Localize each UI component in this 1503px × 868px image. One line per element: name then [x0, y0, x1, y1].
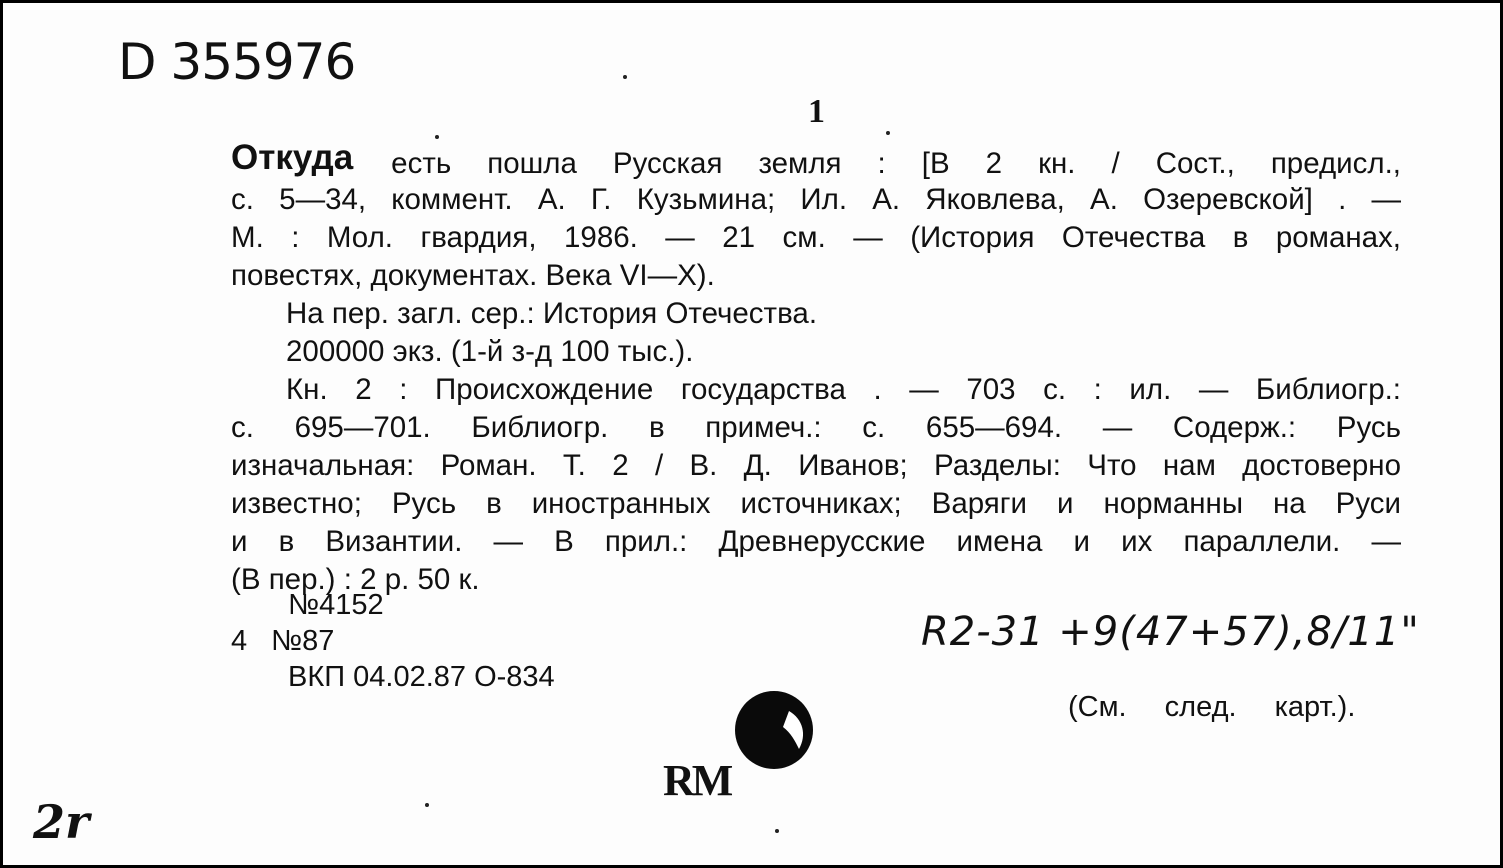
entry-line: известно; Русь в иностранных источниках; Варяги и норманны на Руси	[231, 487, 1401, 520]
copies-count: 4	[231, 625, 248, 657]
entry-line: М. : Мол. гвардия, 1986. — 21 см. — (История Отечества в романах,	[231, 221, 1401, 254]
list-number: №87	[271, 625, 335, 657]
speck	[775, 829, 779, 833]
handwritten-classification: R2-31 +9(47+57),8/11"	[921, 609, 1420, 655]
entry-line: изначальная: Роман. Т. 2 / В. Д. Иванов; Разделы: Что нам достоверно	[231, 449, 1401, 482]
rm-stamp: RM	[663, 756, 731, 805]
corner-handwritten-mark: 2r	[33, 795, 90, 849]
card-number: 1	[808, 93, 825, 130]
title-line: есть пошла Русская земля : [В 2 кн. / Сост., предисл.,	[391, 147, 1401, 180]
speck	[886, 131, 890, 135]
punch-hole-icon	[733, 689, 815, 771]
entry-line: с. 695—701. Библиогр. в примеч.: с. 655—694. — Содерж.: Русь	[231, 411, 1401, 444]
volume-line: Кн. 2 : Происхождение государства . — 703 с. : ил. — Библиогр.:	[286, 373, 1401, 406]
order-number: №4152	[288, 589, 384, 621]
speck	[425, 803, 429, 807]
entry-line: и в Византии. — В прил.: Древнерусские имена и их параллели. —	[231, 525, 1401, 558]
speck	[623, 75, 627, 79]
title-word: Откуда	[231, 138, 354, 177]
vkp-code: ВКП 04.02.87 О-834	[288, 661, 555, 693]
bibliographic-entry	[231, 138, 1401, 599]
entry-line	[231, 138, 1401, 181]
card-id: D 355976	[118, 33, 356, 91]
entry-line: с. 5—34, коммент. А. Г. Кузьмина; Ил. А. Яковлева, А. Озеревской] . —	[231, 183, 1401, 216]
speck	[435, 135, 439, 139]
print-run-line: 200000 экз. (1-й з-д 100 тыс.).	[286, 335, 694, 368]
note-line: На пер. загл. сер.: История Отечества.	[286, 297, 818, 330]
continuation-note: (См. след. карт.).	[1068, 691, 1356, 723]
price-line: (В пер.) : 2 р. 50 к.	[231, 563, 480, 596]
entry-line: повестях, документах. Века VI—X).	[231, 259, 715, 292]
